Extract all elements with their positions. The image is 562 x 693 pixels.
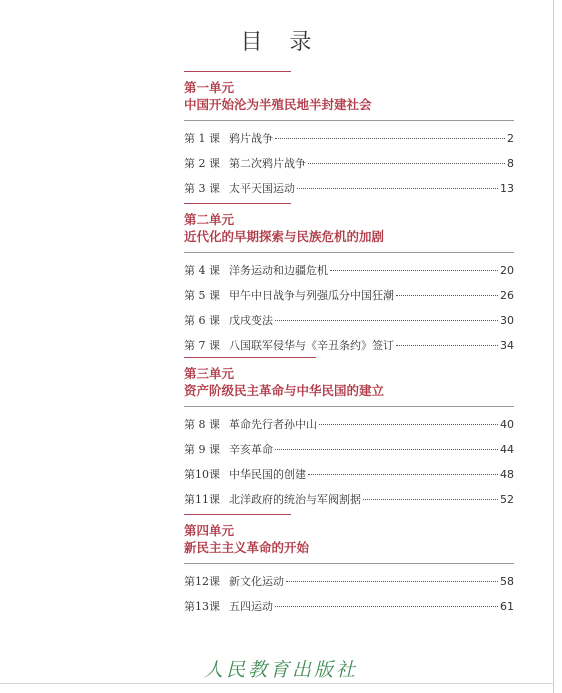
unit-section [184, 203, 514, 362]
dot-leader [286, 581, 498, 582]
lesson-title: 洋务运动和边疆危机 [229, 264, 328, 277]
unit-section [184, 71, 514, 205]
dot-leader [396, 295, 498, 296]
lesson-title: 八国联军侵华与《辛丑条约》签订 [229, 339, 394, 352]
dot-leader [275, 449, 498, 450]
unit-accent-rule [184, 514, 291, 515]
lesson-title: 鸦片战争 [229, 132, 273, 145]
lesson-number: 第 7 课 [184, 339, 220, 352]
page-number: 26 [500, 289, 514, 302]
unit-divider [184, 120, 514, 121]
unit-divider [184, 406, 514, 407]
lesson-title: 第二次鸦片战争 [229, 157, 306, 170]
lesson-number: 第 4 课 [184, 264, 220, 277]
page-number: 44 [500, 443, 514, 456]
dot-leader [275, 606, 498, 607]
unit-title: 资产阶级民主革命与中华民国的建立 [184, 383, 385, 398]
toc-entry[interactable] [184, 130, 514, 155]
page-title: 目 录 [240, 29, 322, 55]
unit-accent-rule [184, 71, 291, 72]
lesson-number: 第 8 课 [184, 418, 220, 431]
publisher-logo: 人民教育出版社 [203, 659, 358, 681]
lesson-number: 第 1 课 [184, 132, 220, 145]
unit-section [184, 357, 514, 516]
unit-divider [184, 252, 514, 253]
toc-entry[interactable] [184, 155, 514, 180]
lesson-title: 北洋政府的统治与军阀割据 [229, 493, 361, 506]
toc-entry[interactable] [184, 573, 514, 598]
unit-divider [184, 563, 514, 564]
page-number: 13 [500, 182, 514, 195]
toc-entry[interactable] [184, 491, 514, 516]
dot-leader [363, 499, 498, 500]
unit-title: 近代化的早期探索与民族危机的加剧 [184, 229, 385, 244]
dot-leader [396, 345, 498, 346]
lesson-number: 第 2 课 [184, 157, 220, 170]
lesson-title: 革命先行者孙中山 [229, 418, 317, 431]
lesson-number: 第 6 课 [184, 314, 220, 327]
toc-entry[interactable] [184, 312, 514, 337]
lesson-title: 新文化运动 [229, 575, 284, 588]
unit-accent-rule [184, 203, 291, 204]
unit-name: 第二单元 [184, 212, 235, 227]
unit-section [184, 514, 514, 623]
dot-leader [308, 474, 498, 475]
dot-leader [330, 270, 498, 271]
page-right-border [553, 0, 554, 693]
page-number: 40 [500, 418, 514, 431]
lesson-title: 中华民国的创建 [229, 468, 306, 481]
page-number: 61 [500, 600, 514, 613]
lesson-number: 第12课 [184, 575, 220, 588]
page-number: 8 [507, 157, 514, 170]
dot-leader [275, 138, 505, 139]
unit-name: 第四单元 [184, 523, 235, 538]
lesson-number: 第11课 [184, 493, 220, 506]
page-number: 52 [500, 493, 514, 506]
page-bottom-border [0, 683, 554, 684]
lesson-title: 戊戌变法 [229, 314, 273, 327]
dot-leader [275, 320, 498, 321]
lesson-number: 第 3 课 [184, 182, 220, 195]
toc-entry[interactable] [184, 262, 514, 287]
toc-entry[interactable] [184, 441, 514, 466]
page-number: 34 [500, 339, 514, 352]
lesson-number: 第10课 [184, 468, 220, 481]
dot-leader [308, 163, 505, 164]
lesson-number: 第 9 课 [184, 443, 220, 456]
toc-entry[interactable] [184, 180, 514, 205]
page-number: 48 [500, 468, 514, 481]
page-number: 30 [500, 314, 514, 327]
dot-leader [297, 188, 498, 189]
lesson-number: 第13课 [184, 600, 220, 613]
unit-title: 中国开始沦为半殖民地半封建社会 [184, 97, 372, 112]
lesson-number: 第 5 课 [184, 289, 220, 302]
unit-name: 第一单元 [184, 80, 235, 95]
lesson-title: 五四运动 [229, 600, 273, 613]
dot-leader [319, 424, 498, 425]
unit-accent-rule [184, 357, 316, 358]
page-number: 20 [500, 264, 514, 277]
page-number: 2 [507, 132, 514, 145]
toc-entry[interactable] [184, 466, 514, 491]
toc-entry[interactable] [184, 287, 514, 312]
lesson-title: 甲午中日战争与列强瓜分中国狂潮 [229, 289, 394, 302]
unit-name: 第三单元 [184, 366, 235, 381]
toc-entry[interactable] [184, 416, 514, 441]
lesson-title: 太平天国运动 [229, 182, 295, 195]
lesson-title: 辛亥革命 [229, 443, 273, 456]
page-number: 58 [500, 575, 514, 588]
unit-title: 新民主主义革命的开始 [184, 540, 310, 555]
toc-entry[interactable] [184, 598, 514, 623]
